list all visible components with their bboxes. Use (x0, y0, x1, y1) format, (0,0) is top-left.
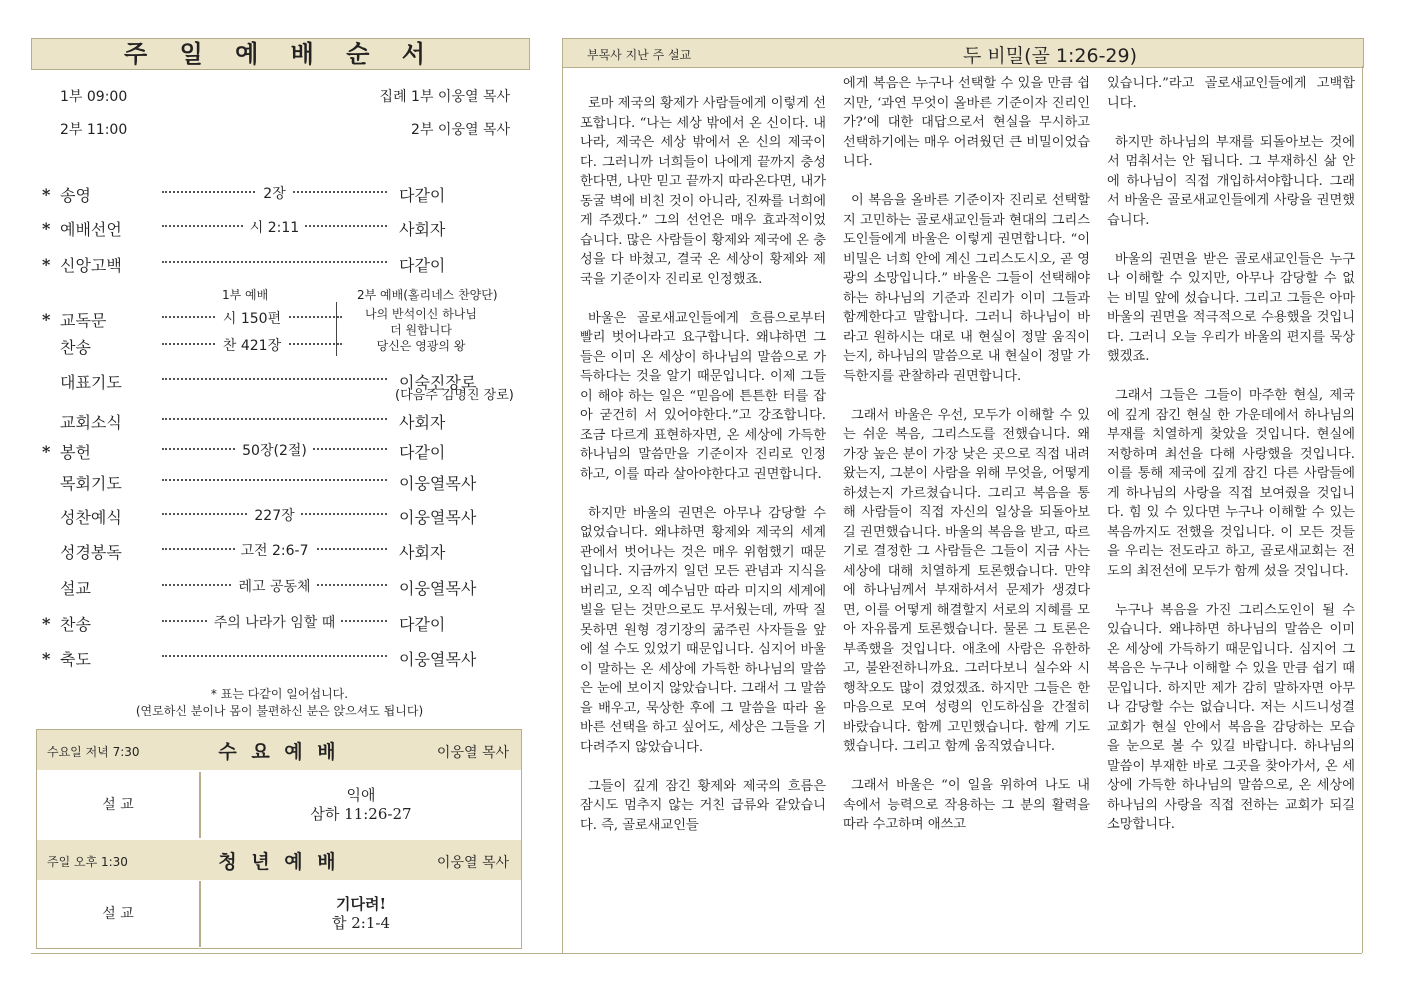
prayer-note: (다음주 김명진 장로) (395, 388, 514, 403)
order-item: 목회기도 이웅열목사 (60, 474, 477, 493)
order-item: * 송영 2장 다같이 (42, 185, 446, 205)
split-head-2: 2부 예배(홀리네스 찬양단) (357, 288, 498, 302)
order-item: * 봉헌 50장(2절) 다같이 (42, 442, 446, 462)
worship-order-title: 주 일 예 배 순 서 (31, 38, 530, 70)
extra-services (36, 729, 522, 949)
sermon-subtitle: 부목사 지난 주 설교 (587, 48, 692, 62)
sermon-title: 두 비밀(골 1:26-29) (963, 45, 1138, 67)
split-divider (336, 302, 337, 356)
order-item: 성경봉독 고전 2:6-7 사회자 (60, 543, 446, 562)
sermon-column-1: 로마 제국의 황제가 사람들에게 이렇게 선포합니다. “나는 세상 밖에서 온 신이다. 내 나라, 제국은 세상 밖에서 온 신의 제국이다. 그러니까 너희들이 나에게 끝까지 충성한다면, 나만 믿고 끝까지 따라온다면, 내가 동굴 벽에 비친 것이 아니라, 진짜를 너희에게 주겠다.” 그의 선언은 매우 효과적이었습니다. 많은 사람들이 황제와 제국에 온 충성을 다 바쳤고, 결국 온 세상이 황제와 제국을 기준이자 진리로 인정했죠. 바울은 골로새교인들에게 흐름으로부터 빨리 벗어나라고 요구합니다. 왜냐하면 그들은 이미 온 세상이 하나님의 말씀으로 가득하다는 것을 알기 때문입니다. 이제 그들이 해야 하는 일은 “믿음에 튼튼한 터를 잡아 굳건히 서 있어야한다.”고 강조합니다. 조금 다르게 표현하자면, 온 세상에 가득한 하나님의 말씀만을 기준이자 진리로 인정하고, 이를 따라 살아야한다고 권면합니다. 하지만 바울의 권면은 아무나 감당할 수 없었습니다. 왜냐하면 황제와 제국의 세계관에서 벗어나는 것은 매우 위험했기 때문입니다. 지금까지 일던 모든 관념과 지식을 버리고, 오직 예수님만 따라 미지의 세계에 빌을 딛는 것만으로도 무서웠는데, 까딱 질못하면 원형 경기장의 굶주린 사자들을 앞에 설 수도 있었기 때문입니다. 심지어 바울이 말하는 온 세상에 가득한 하나님의 말씀은 눈에 보이지 않았습니다. 그래서 그 말씀을 배우고, 묵상한 후에 그 말씀을 따라 올바른 선택을 하고 싶어도, 세상은 그들을 기다려주지 않았습니다. 그들이 깊게 잠긴 황제와 제국의 흐름은 잠시도 멈추지 않는 거친 급류와 같았습니다. 즉, 골로새교인들 (580, 96, 826, 833)
standing-note: * 표는 다같이 일어섭니다. (연로하신 분이나 몸이 불편하신 분은 앉으셔도 됩니다) (135, 687, 424, 718)
order-item: 대표기도 이숙진장로 (60, 373, 477, 392)
order-item: * 예배선언 시 2:11 사회자 (42, 219, 446, 239)
order-item: * 신앙고백 다같이 (42, 255, 446, 275)
wed-head: 수요일 저녁 7:30 수 요 예 배 이웅열 목사 (37, 730, 521, 770)
order-item-hymn: 찬송 찬 421장 (42, 335, 342, 359)
service-2-time: 2부 11:00 (60, 122, 128, 138)
choir-songs: 나의 반석이신 하나님 더 원합니다 당신은 영광의 왕 (365, 307, 477, 353)
youth-body: 설 교 기다려! 합 2:1-4 (37, 881, 521, 947)
order-item: 교회소식 사회자 (60, 413, 446, 432)
sermon-header (562, 38, 1364, 68)
order-item-reading: * 교독문 시 150편 (42, 308, 342, 332)
youth-head: 주일 오후 1:30 청 년 예 배 이웅열 목사 (37, 840, 521, 880)
split-head-1: 1부 예배 (222, 288, 269, 302)
order-item: * 축도 이웅열목사 (42, 649, 477, 669)
wed-body: 설 교 익애 삼하 11:26-27 (37, 772, 521, 838)
footer-rule (31, 953, 1362, 954)
sermon-column-2: 에게 복음은 누구나 선택할 수 있을 만큼 쉽지만, ‘과연 무엇이 올바른 기준이자 진리인가?’에 대한 대답으로서 현실을 무시하고 선택하기에는 매우 어려웠던 큰 비밀이었습니다. 이 복음을 올바른 기준이자 진리로 선택할지 고민하는 골로새교인들과 현대의 그리스도인들에게 바울은 이렇게 권면합니다. “이 비밀은 너희 안에 계신 그리스도시오, 곧 영광의 소망입니다.” 바울은 그들이 선택해야하는 하나님의 기준과 진리가 이미 그들과 함께한다고 말합니다. 그러니 하나님이 바라고 원하시는 대로 내 현실이 정말 움직이는지, 하나님의 말씀으로 내 현실이 정말 가득한지를 관찰하라 권면합니다. 그래서 바울은 우선, 모두가 이해할 수 있는 쉬운 복음, 그리스도를 전했습니다. 왜 가장 높은 분이 가장 낮은 곳으로 직접 내려왔는지, 그분이 사람을 위해 무엇을, 어떻게 하셨는지 가르쳤습니다. 그리고 복음을 통해 사람들이 직접 자신의 일상을 되돌아보길 권면했습니다. 바울의 복음을 받고, 따르기로 결정한 그 사람들은 그들이 지금 사는 세상에 대해 치열하게 토론했습니다. 만약에 하나님께서 부재하셔서 문제가 생겼다면, 이를 어떻게 해결할지 서로의 지혜를 모아 자유롭게 토론했습니다. 물론 그 토론은 부족했을 것입니다. 애초에 사람은 유한하고, 불완전하니까요. 그러다보니 실수와 시행착오도 많이 겼었겠죠. 하지만 그들은 한 마음으로 모여 성령의 인도하심을 간절히 바랐습니다. 함께 고민했습니다. 함께 기도했습니다. 그리고 함께 움직였습니다. 그래서 바울은 “이 일을 위하여 나도 내 속에서 능력으로 작용하는 그 분의 활력을 따라 수고하며 애쓰고 (843, 76, 1090, 832)
sermon-column-3: 있습니다.”라고 골로새교인들에게 고백합니다. 하지만 하나님의 부재를 되돌아보는 것에서 멈춰서는 안 됩니다. 그 부재하신 삶 안에 하나님이 직접 개입하셔야합니다. 그래서 바울은 골로새교인들에게 사랑을 권면했습니다. 바울의 권면을 받은 골로새교인들은 누구나 이해할 수 있지만, 아무나 감당할 수 없는 비밀 앞에 섰습니다. 그리고 그들은 아마 바울의 권면을 적극적으로 수용했을 것입니다. 그러니 오늘 우리가 바울의 편지를 묵상했겠죠. 그래서 그들은 그들이 마주한 현실, 제국에 깊게 잠긴 현실 한 가운데에서 하나님의 부재를 치열하게 찾았을 것입니다. 현실에 저항하며 최선을 다해 사랑했을 것입니다. 이를 통해 제국에 깊게 잠긴 다른 사람들에게 하나님의 사랑을 직접 보여줬을 것입니다. 힘 있 수 있다면 누구나 이해할 수 있는 복음까지도 전했을 것입니다. 이 모든 것들을 우리는 전도라고 하고, 골로새교회는 전도의 최전선에 모두가 함께 섰을 것입니다. 누구나 복음을 가진 그리스도인이 될 수 있습니다. 왜냐하면 하나님의 말씀은 이미 온 세상에 가득하기 때문입니다. 심지어 그 복음은 누구나 이해할 수 있을 만큼 쉽기 때문입니다. 하지만 제가 감히 말하자면 아무나 감당할 수는 없습니다. 저는 시드니성결교회가 현실 안에서 복음을 감당하는 모습을 눈으로 볼 수 있길 바랍니다. 하나님의 말씀이 부재한 바로 그곳을 찾아가서, 온 세상에 가득한 하나님의 말씀으로, 온 세상에 하나님의 사랑을 직접 전하는 교회가 되길 소망합니다. (1107, 76, 1355, 832)
service-1-leader: 집례 1부 이웅열 목사 (379, 89, 510, 105)
order-item: 설교 레고 공동체 이웅열목사 (60, 579, 477, 598)
service-1-time: 1부 09:00 (60, 89, 128, 105)
order-item: * 찬송 주의 나라가 임할 때 다같이 (42, 614, 446, 634)
order-item: 성찬예식 227장 이웅열목사 (60, 508, 477, 527)
service-2-leader: 2부 이웅열 목사 (411, 122, 510, 138)
